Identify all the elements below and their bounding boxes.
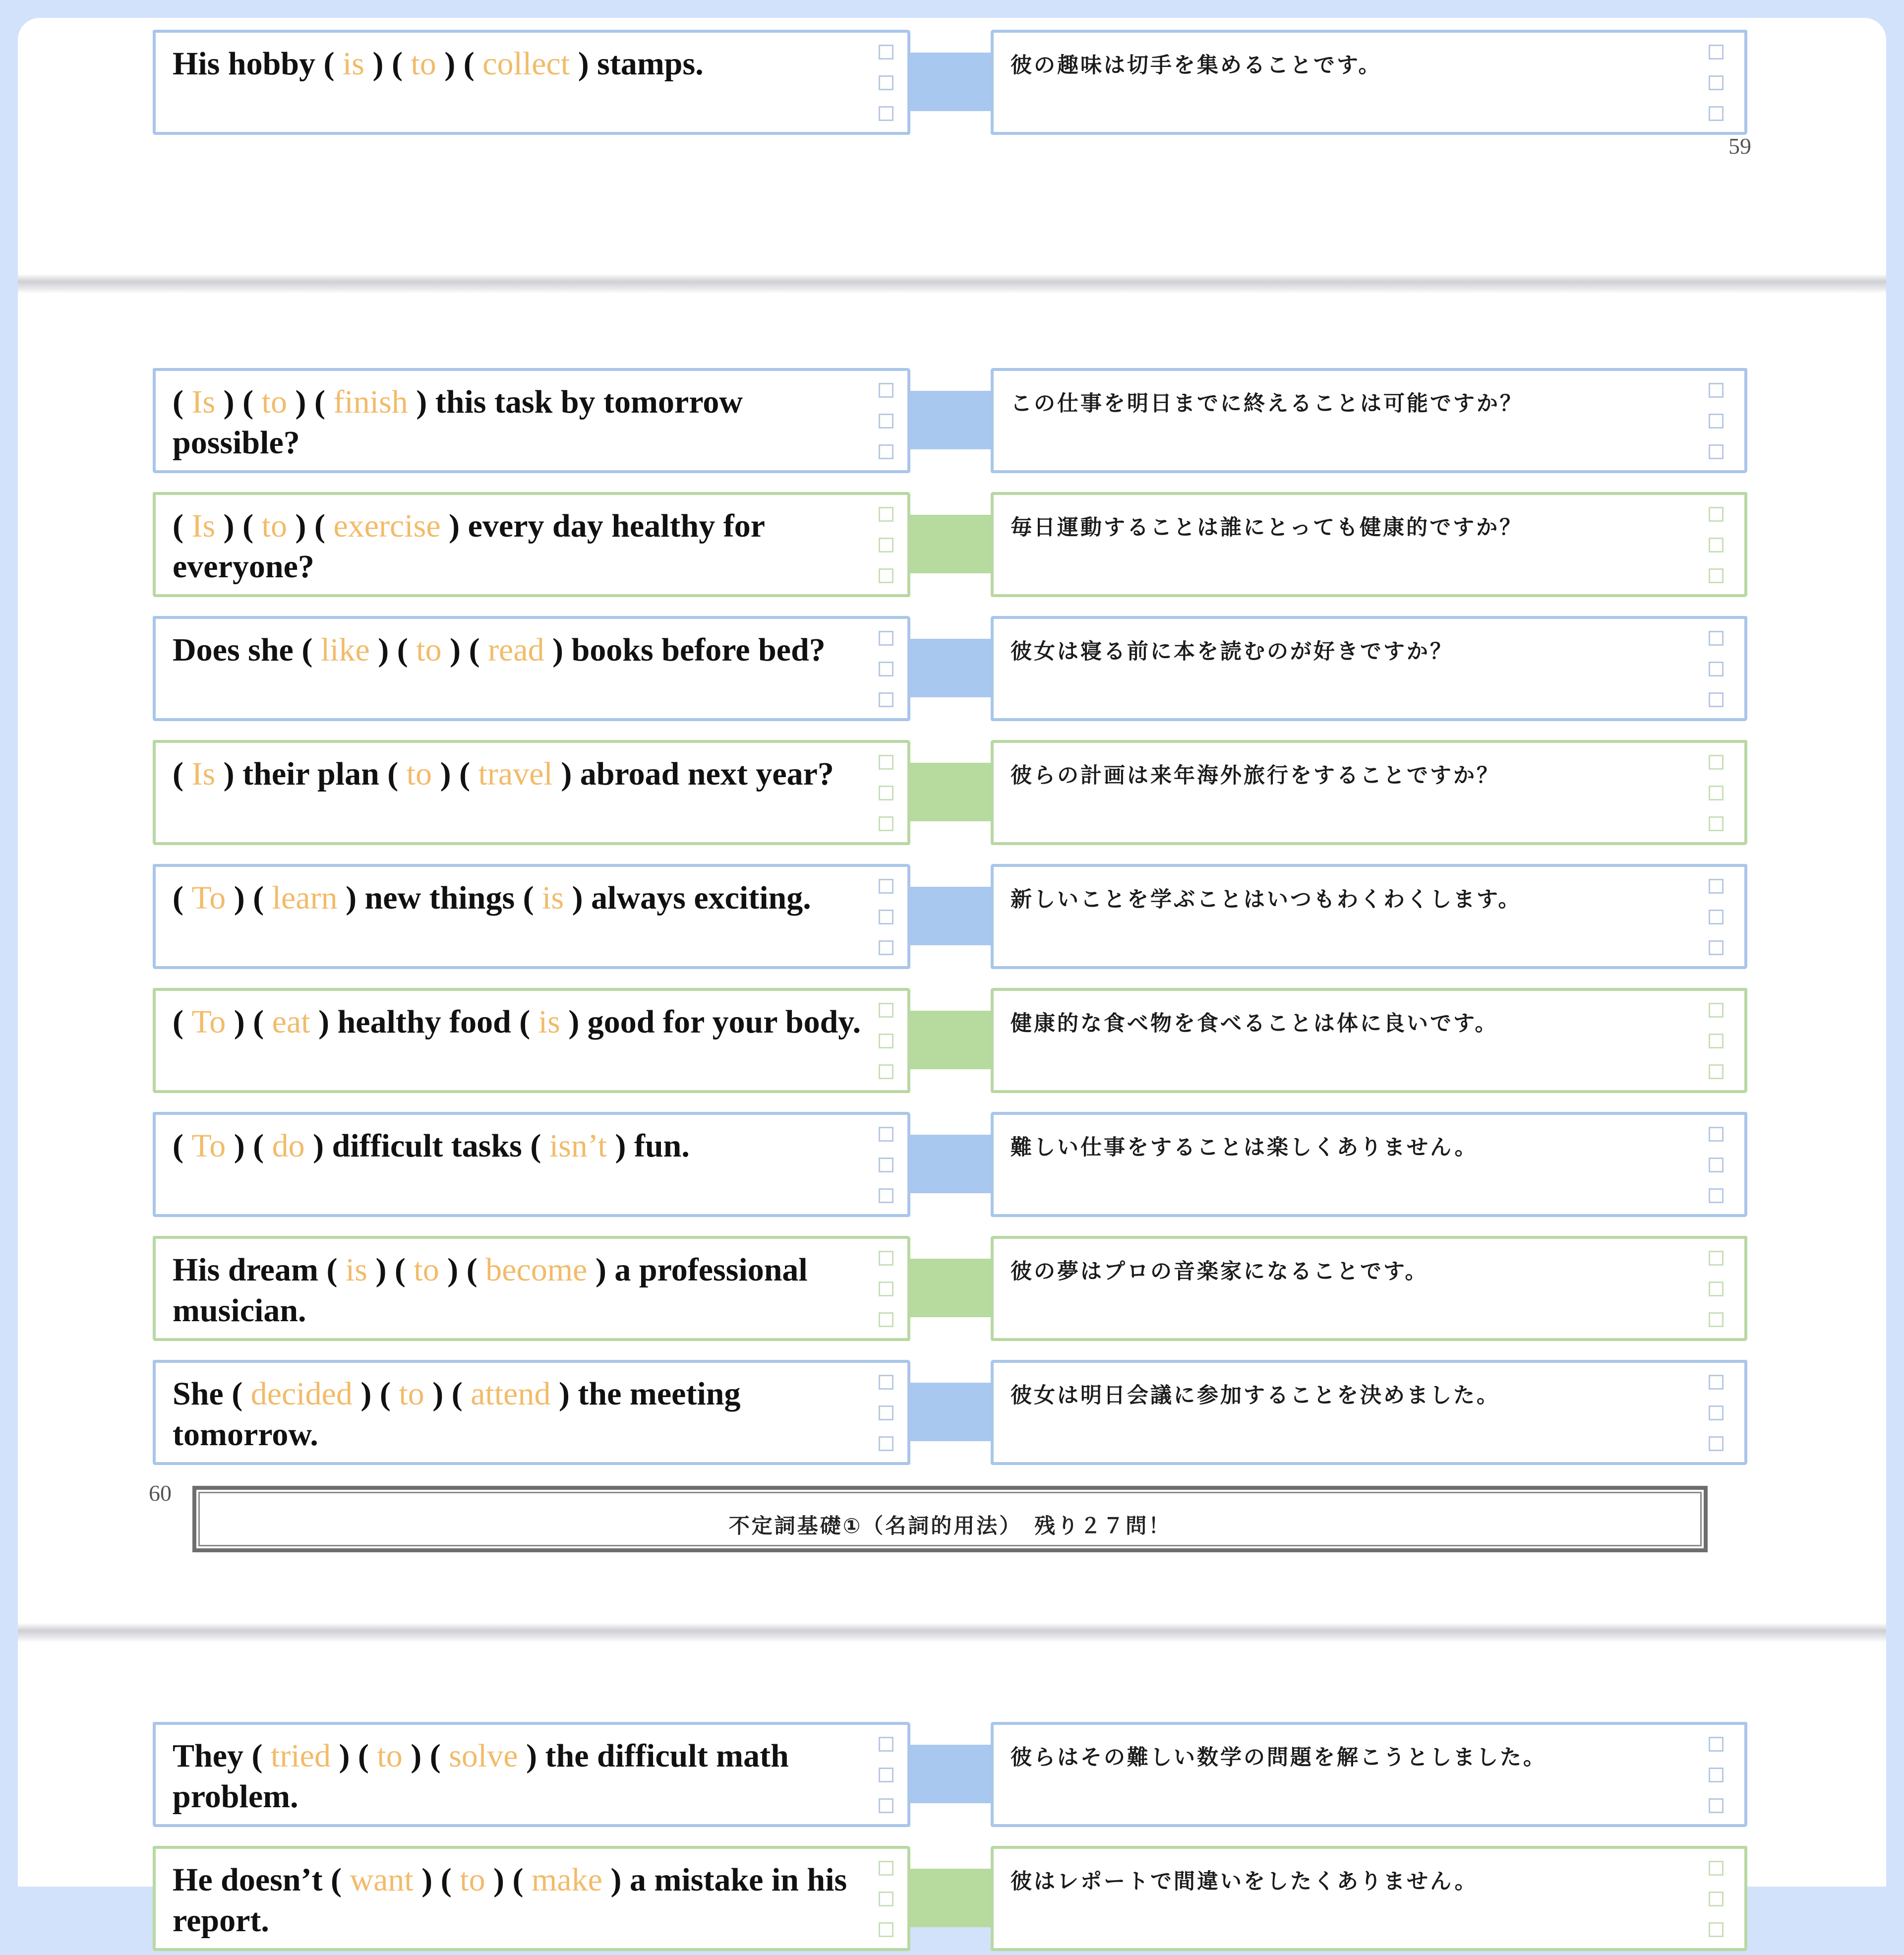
answer-word: to — [416, 632, 442, 668]
checkbox[interactable] — [879, 1064, 893, 1079]
checkbox[interactable] — [1709, 1003, 1724, 1018]
sentence-row — [18, 988, 1886, 1097]
english-sentence — [173, 630, 867, 671]
page-61 — [18, 1643, 1886, 1939]
answer-word: learn — [272, 880, 338, 916]
checkbox[interactable] — [879, 816, 893, 831]
japanese-checkbox-group — [1709, 1375, 1727, 1467]
answer-word: to — [460, 1862, 485, 1898]
page-number: 60 — [149, 1480, 172, 1506]
english-checkbox-group — [879, 1003, 897, 1095]
japanese-checkbox-group — [1709, 1861, 1727, 1953]
answer-word: to — [261, 384, 287, 420]
checkbox[interactable] — [879, 1798, 893, 1813]
answer-word: is — [542, 880, 564, 916]
checkbox[interactable] — [1709, 1251, 1724, 1266]
checkbox[interactable] — [879, 1282, 893, 1296]
sentence-text: ) books before bed? — [544, 632, 826, 668]
checkbox[interactable] — [879, 538, 893, 552]
japanese-translation: この仕事を明日までに終えることは可能ですか？ — [1011, 391, 1523, 416]
japanese-translation: 彼女は明日会議に参加することを決めました。 — [1011, 1383, 1500, 1408]
checkbox[interactable] — [1709, 75, 1724, 90]
answer-word: is — [538, 1004, 560, 1040]
checkbox[interactable] — [1709, 568, 1724, 583]
sentence-text: ) ( — [287, 384, 334, 420]
checkbox[interactable] — [879, 1158, 893, 1172]
english-sentence — [173, 1374, 867, 1455]
answer-word: attend — [471, 1376, 551, 1412]
sentence-text: ) healthy food ( — [310, 1004, 538, 1040]
sentence-row — [18, 1722, 1886, 1831]
sentence-text: ) ( — [413, 1862, 460, 1898]
checkbox[interactable] — [1709, 1312, 1724, 1327]
sentence-text: ) ( — [226, 1004, 272, 1040]
checkbox[interactable] — [1709, 786, 1724, 800]
english-sentence — [173, 1736, 867, 1817]
checkbox[interactable] — [1709, 662, 1724, 676]
checkbox[interactable] — [879, 507, 893, 522]
sentence-text: ( — [173, 1004, 192, 1040]
answer-word: to — [414, 1252, 439, 1288]
checkbox[interactable] — [879, 1251, 893, 1266]
sentence-text: They ( — [173, 1738, 271, 1774]
english-sentence-box — [153, 492, 910, 597]
connector-bar — [910, 1135, 991, 1193]
japanese-translation: 彼らはその難しい数学の問題を解こうとしました。 — [1011, 1745, 1547, 1770]
japanese-translation-box — [991, 988, 1747, 1093]
japanese-checkbox-group — [1709, 1003, 1727, 1095]
sentence-text: ) the meeting tomorrow. — [173, 1376, 741, 1453]
checkbox[interactable] — [1709, 816, 1724, 831]
page-divider — [18, 274, 1886, 294]
sentence-text: ) ( — [485, 1862, 532, 1898]
checkbox[interactable] — [1709, 1188, 1724, 1203]
checkbox[interactable] — [1709, 692, 1724, 707]
sentence-text: ) ( — [215, 384, 262, 420]
checkbox[interactable] — [1709, 106, 1724, 121]
page-59 — [18, 18, 1886, 274]
japanese-translation: 毎日運動することは誰にとっても健康的ですか？ — [1011, 515, 1523, 540]
japanese-translation: 難しい仕事をすることは楽しくありません。 — [1011, 1135, 1478, 1160]
remaining-banner-label: 不定詞基礎①（名詞的用法） 残り２７問！ — [728, 1514, 1172, 1538]
checkbox[interactable] — [879, 879, 893, 894]
checkbox[interactable] — [1709, 1861, 1724, 1876]
sentence-text: His dream ( — [173, 1252, 346, 1288]
checkbox[interactable] — [1709, 1375, 1724, 1390]
english-sentence-box — [153, 988, 910, 1093]
checkbox[interactable] — [879, 414, 893, 428]
japanese-checkbox-group — [1709, 45, 1727, 137]
checkbox[interactable] — [879, 1312, 893, 1327]
checkbox[interactable] — [879, 1922, 893, 1937]
sentence-text: ) ( — [330, 1738, 377, 1774]
english-sentence — [173, 506, 867, 587]
checkbox[interactable] — [879, 940, 893, 955]
japanese-translation: 彼の趣味は切手を集めることです。 — [1011, 53, 1382, 78]
sentence-text: ) a mistake in his report. — [173, 1862, 847, 1939]
answer-word: is — [345, 1252, 367, 1288]
sentence-text: ) ( — [424, 1376, 471, 1412]
english-sentence — [173, 1250, 867, 1331]
checkbox[interactable] — [1709, 879, 1724, 894]
japanese-checkbox-group — [1709, 1251, 1727, 1343]
japanese-checkbox-group — [1709, 631, 1727, 723]
sentence-text: ) their plan ( — [215, 756, 407, 792]
sentence-row — [18, 1846, 1886, 1955]
japanese-translation-box — [991, 1722, 1747, 1827]
checkbox[interactable] — [1709, 383, 1724, 398]
checkbox[interactable] — [879, 786, 893, 800]
english-sentence-box — [153, 1722, 910, 1827]
answer-word: exercise — [333, 508, 441, 544]
answer-word: To — [191, 1004, 226, 1040]
checkbox[interactable] — [1709, 507, 1724, 522]
sentence-row — [18, 368, 1886, 477]
english-checkbox-group — [879, 1375, 897, 1467]
checkbox[interactable] — [1709, 1768, 1724, 1782]
sentence-row — [18, 30, 1886, 139]
sentence-text: ) ( — [369, 632, 416, 668]
checkbox[interactable] — [1709, 444, 1724, 459]
english-checkbox-group — [879, 507, 897, 599]
sentence-text: ) ( — [432, 756, 478, 792]
checkbox[interactable] — [1709, 1798, 1724, 1813]
japanese-checkbox-group — [1709, 507, 1727, 599]
sentence-row — [18, 1236, 1886, 1345]
sentence-row — [18, 1360, 1886, 1469]
checkbox[interactable] — [879, 631, 893, 646]
answer-word: To — [191, 880, 226, 916]
checkbox[interactable] — [1709, 1737, 1724, 1752]
checkbox[interactable] — [879, 1034, 893, 1048]
japanese-translation-box — [991, 368, 1747, 473]
sentence-text: ) ( — [226, 1128, 272, 1164]
checkbox[interactable] — [1709, 1127, 1724, 1142]
english-sentence-box — [153, 1112, 910, 1217]
answer-word: to — [411, 46, 436, 82]
checkbox[interactable] — [879, 1188, 893, 1203]
checkbox[interactable] — [879, 75, 893, 90]
sentence-text: Does she ( — [173, 632, 321, 668]
sentence-text: ( — [173, 508, 192, 544]
sentence-text: ) ( — [367, 1252, 414, 1288]
connector-bar — [910, 1011, 991, 1069]
checkbox[interactable] — [1709, 538, 1724, 552]
answer-word: Is — [191, 384, 216, 420]
sentence-text: ) difficult tasks ( — [304, 1128, 549, 1164]
english-sentence — [173, 754, 867, 794]
checkbox[interactable] — [1709, 1405, 1724, 1420]
sentence-text: ) ( — [441, 632, 488, 668]
answer-word: to — [406, 756, 432, 792]
checkbox[interactable] — [879, 1436, 893, 1451]
sentence-text: ) fun. — [607, 1128, 690, 1164]
checkbox[interactable] — [1709, 910, 1724, 924]
english-sentence — [173, 1860, 867, 1941]
answer-word: to — [261, 508, 287, 544]
connector-bar — [910, 391, 991, 449]
english-checkbox-group — [879, 1861, 897, 1953]
checkbox[interactable] — [879, 1768, 893, 1782]
english-sentence-box — [153, 740, 910, 845]
connector-bar — [910, 1869, 991, 1927]
english-checkbox-group — [879, 879, 897, 971]
japanese-translation-box — [991, 1360, 1747, 1465]
sentence-text: ) every day healthy for everyone? — [173, 508, 765, 585]
checkbox[interactable] — [1709, 1064, 1724, 1079]
english-checkbox-group — [879, 631, 897, 723]
japanese-translation-box — [991, 30, 1747, 135]
answer-word: isn’t — [549, 1128, 607, 1164]
sentence-text: ) this task by tomorrow possible? — [173, 384, 743, 461]
sentence-text: ) ( — [402, 1738, 449, 1774]
connector-bar — [910, 763, 991, 821]
answer-word: finish — [333, 384, 408, 420]
english-sentence — [173, 382, 867, 463]
sentence-row — [18, 740, 1886, 849]
checkbox[interactable] — [879, 45, 893, 60]
checkbox[interactable] — [1709, 414, 1724, 428]
answer-word: collect — [482, 46, 570, 82]
connector-bar — [910, 53, 991, 111]
sentence-text: ( — [173, 756, 192, 792]
answer-word: tried — [271, 1738, 331, 1774]
english-checkbox-group — [879, 1251, 897, 1343]
japanese-translation-box — [991, 1236, 1747, 1341]
sentence-text: ) ( — [215, 508, 262, 544]
connector-bar — [910, 515, 991, 573]
english-checkbox-group — [879, 1127, 897, 1219]
sentence-text: ) stamps. — [570, 46, 704, 82]
sentence-text: ) ( — [352, 1376, 399, 1412]
sentence-row — [18, 492, 1886, 601]
english-sentence — [173, 44, 867, 84]
japanese-translation: 彼の夢はプロの音楽家になることです。 — [1011, 1259, 1428, 1284]
checkbox[interactable] — [1709, 1436, 1724, 1451]
checkbox[interactable] — [1709, 755, 1724, 770]
japanese-checkbox-group — [1709, 383, 1727, 475]
answer-word: become — [485, 1252, 588, 1288]
japanese-translation-box — [991, 1846, 1747, 1951]
english-sentence — [173, 878, 867, 918]
checkbox[interactable] — [879, 568, 893, 583]
answer-word: To — [191, 1128, 226, 1164]
checkbox[interactable] — [879, 755, 893, 770]
checkbox[interactable] — [879, 383, 893, 398]
page-divider — [18, 1623, 1886, 1643]
english-checkbox-group — [879, 45, 897, 137]
page-number: 59 — [1728, 133, 1751, 159]
answer-word: solve — [449, 1738, 518, 1774]
answer-word: Is — [191, 508, 216, 544]
japanese-translation: 健康的な食べ物を食べることは体に良いです。 — [1011, 1011, 1498, 1036]
answer-word: want — [350, 1862, 414, 1898]
checkbox[interactable] — [1709, 1158, 1724, 1172]
answer-word: travel — [478, 756, 553, 792]
japanese-translation-box — [991, 1112, 1747, 1217]
japanese-translation-box — [991, 616, 1747, 721]
japanese-checkbox-group — [1709, 879, 1727, 971]
checkbox[interactable] — [1709, 940, 1724, 955]
sentence-text: He doesn’t ( — [173, 1862, 350, 1898]
english-sentence — [173, 1002, 867, 1042]
sentence-text: She ( — [173, 1376, 251, 1412]
answer-word: to — [377, 1738, 403, 1774]
checkbox[interactable] — [1709, 45, 1724, 60]
sentence-text: ) ( — [226, 880, 272, 916]
sentence-text: ) ( — [287, 508, 334, 544]
connector-bar — [910, 887, 991, 945]
checkbox[interactable] — [1709, 1034, 1724, 1048]
checkbox[interactable] — [879, 1737, 893, 1752]
checkbox[interactable] — [879, 1375, 893, 1390]
english-sentence — [173, 1126, 867, 1166]
answer-word: Is — [191, 756, 216, 792]
connector-bar — [910, 1745, 991, 1803]
checkbox[interactable] — [879, 1127, 893, 1142]
checkbox[interactable] — [1709, 1922, 1724, 1937]
japanese-translation: 彼はレポートで間違いをしたくありません。 — [1011, 1869, 1478, 1894]
japanese-translation: 彼らの計画は来年海外旅行をすることですか？ — [1011, 763, 1500, 788]
english-checkbox-group — [879, 383, 897, 475]
page-60 — [18, 294, 1886, 1623]
english-checkbox-group — [879, 755, 897, 847]
answer-word: like — [320, 632, 370, 668]
english-checkbox-group — [879, 1737, 897, 1829]
sentence-text: ( — [173, 1128, 192, 1164]
sentence-text: ) a professional musician. — [173, 1252, 808, 1329]
answer-word: do — [272, 1128, 305, 1164]
english-sentence-box — [153, 1846, 910, 1951]
connector-bar — [910, 1383, 991, 1441]
sentence-text: ) ( — [364, 46, 411, 82]
japanese-translation: 新しいことを学ぶことはいつもわくわくします。 — [1011, 887, 1522, 912]
checkbox[interactable] — [879, 662, 893, 676]
sentence-text: ) new things ( — [337, 880, 542, 916]
answer-word: eat — [272, 1004, 310, 1040]
checkbox[interactable] — [1709, 631, 1724, 646]
answer-word: read — [488, 632, 544, 668]
english-sentence-box — [153, 30, 910, 135]
connector-bar — [910, 1259, 991, 1317]
checkbox[interactable] — [879, 106, 893, 121]
japanese-checkbox-group — [1709, 1737, 1727, 1829]
sentence-text: His hobby ( — [173, 46, 343, 82]
sentence-row — [18, 864, 1886, 973]
checkbox[interactable] — [879, 692, 893, 707]
english-sentence-box — [153, 616, 910, 721]
checkbox[interactable] — [879, 444, 893, 459]
sentence-row — [18, 616, 1886, 725]
connector-bar — [910, 639, 991, 697]
japanese-translation: 彼女は寝る前に本を読むのが好きですか？ — [1011, 639, 1453, 664]
remaining-banner — [192, 1486, 1708, 1552]
answer-word: to — [399, 1376, 424, 1412]
sentence-text: ) the difficult math problem. — [173, 1738, 789, 1815]
japanese-translation-box — [991, 864, 1747, 969]
sentence-row — [18, 1112, 1886, 1221]
japanese-checkbox-group — [1709, 755, 1727, 847]
sentence-text: ) abroad next year? — [552, 756, 834, 792]
checkbox[interactable] — [879, 1892, 893, 1906]
checkbox[interactable] — [1709, 1282, 1724, 1296]
english-sentence-box — [153, 864, 910, 969]
sentence-text: ( — [173, 880, 192, 916]
sentence-text: ) always exciting. — [564, 880, 811, 916]
answer-word: decided — [250, 1376, 353, 1412]
english-sentence-box — [153, 1360, 910, 1465]
english-sentence-box — [153, 368, 910, 473]
answer-word: is — [342, 46, 364, 82]
sentence-text: ) good for your body. — [560, 1004, 861, 1040]
checkbox[interactable] — [879, 910, 893, 924]
sentence-text: ( — [173, 384, 192, 420]
japanese-checkbox-group — [1709, 1127, 1727, 1219]
english-sentence-box — [153, 1236, 910, 1341]
checkbox[interactable] — [879, 1003, 893, 1018]
checkbox[interactable] — [879, 1861, 893, 1876]
sentence-text: ) ( — [436, 46, 483, 82]
japanese-translation-box — [991, 740, 1747, 845]
answer-word: make — [532, 1862, 602, 1898]
checkbox[interactable] — [1709, 1892, 1724, 1906]
sentence-text: ) ( — [439, 1252, 486, 1288]
japanese-translation-box — [991, 492, 1747, 597]
checkbox[interactable] — [879, 1405, 893, 1420]
